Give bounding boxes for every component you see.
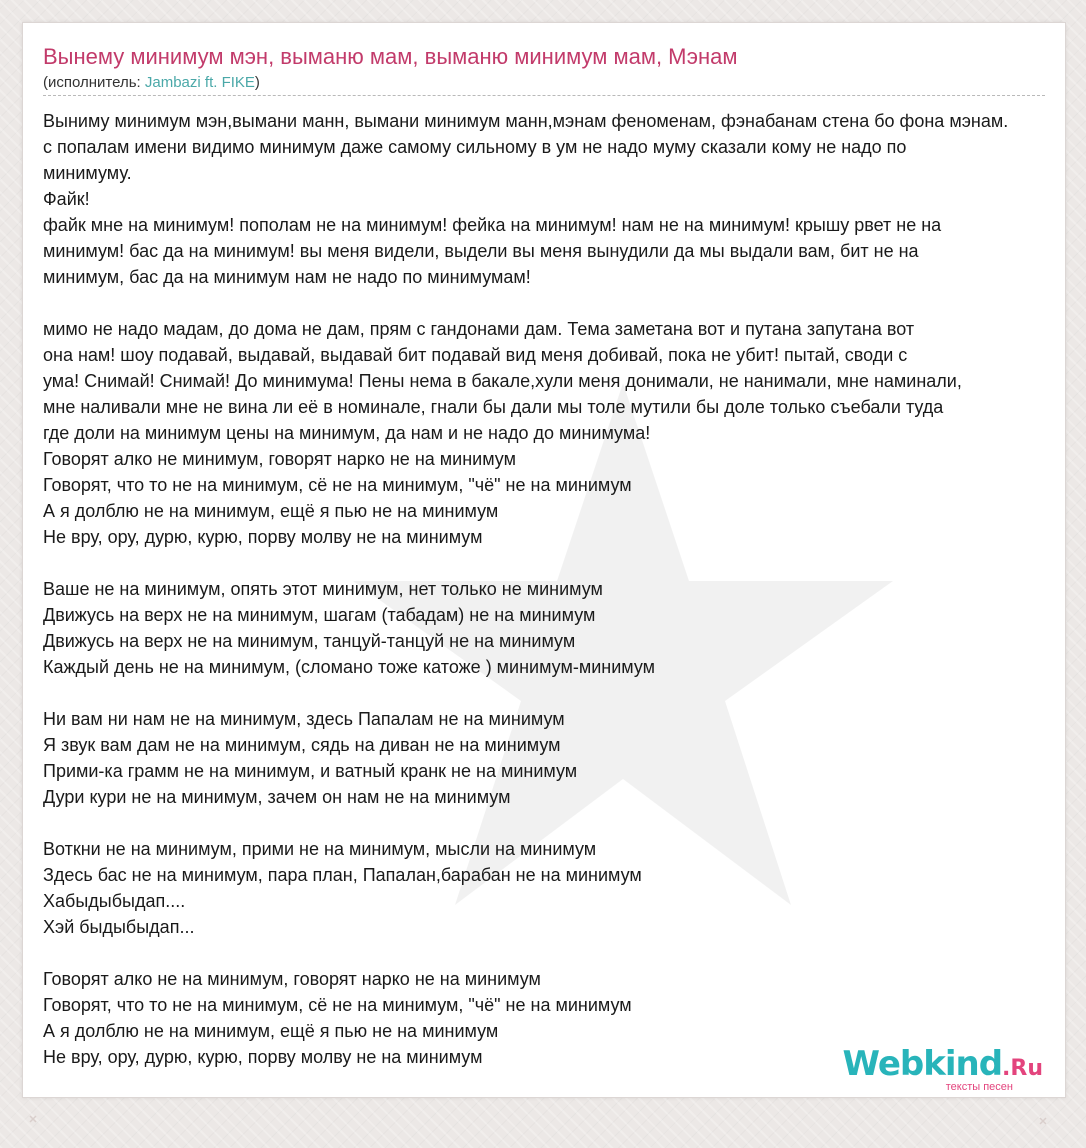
lyrics-text: Выниму минимум мэн,вымани манн, вымани минимум манн,мэнам феноменам, фэнабанам стена бо фона мэнам. с попалам имени видимо минимум даже самому сильному в ум не надо муму сказали кому не надо по минимуму. Файк! файк мне на минимум! пополам не на минимум! фейка на минимум! нам не на минимум! крышу рвет не на минимум! бас да на минимум! вы меня видели, выдели вы меня вынудили да мы выдали вам, бит не на минимум, бас да на минимум нам не надо по минимумам! мимо не надо мадам, до дома не дам, прям с гандонами дам. Тема заметана вот и путана запутана вот она нам! шоу подавай, выдавай, выдавай бит подавай вид меня добивай, пока не убит! пытай, своди с ума! Снимай! Снимай! До минимума! Пены нема в бакале,хули меня донимали, не нанимали, мне наминали, мне наливали мне не вина ли её в номинале, гнали бы дали мы толе мутили бы доле только съебали туда где доли на минимум цены на минимум, да нам и не надо до минимума! Говорят алко не минимум, говорят нарко не на минимум Говорят, что то не на минимум, сё не на минимум, "чё" не на минимум А я долблю не на минимум, ещё я пью не на минимум Не вру, ору, дурю, курю, порву молву не на минимум Ваше не на минимум, опять этот минимум, нет только не минимум Движусь на верх не на минимум, шагам (табадам) не на минимум Движусь на верх не на минимум, танцуй-танцуй не на минимум Каждый день не на минимум, (сломано тоже катоже ) минимум-минимум Ни вам ни нам не на минимум, здесь Папалам не на минимум Я звук вам дам не на минимум, сядь на диван не на минимум Прими-ка грамм не на минимум, и ватный кранк не на минимум Дури кури не на минимум, зачем он нам не на минимум Воткни не на минимум, прими не на минимум, мысли на минимум Здесь бас не на минимум, пара план, Папалан,барабан не на минимум Хабыдыбыдап.... Хэй быдыбыдап... Говорят алко не на минимум, говорят нарко не на минимум Говорят, что то не на минимум, сё не на минимум, "чё" не на минимум А я долблю не на минимум, ещё я пью не на минимум Не вру, ору, дурю, курю, порву молву не на минимум bbox=[43, 111, 1009, 1067]
bottom-decoration bbox=[0, 1104, 1086, 1148]
lyrics-card bbox=[22, 22, 1066, 1098]
logo-tagline: тексты песен bbox=[945, 1081, 1013, 1093]
artist-suffix: ) bbox=[254, 74, 260, 91]
card-content bbox=[43, 43, 1065, 1097]
artist-prefix: (исполнитель: bbox=[43, 74, 145, 91]
site-logo[interactable] bbox=[843, 1046, 1043, 1093]
artist-link[interactable]: Jambazi ft. FIKE bbox=[144, 74, 255, 91]
logo-suffix: .Ru bbox=[1002, 1056, 1043, 1081]
logo-main-text: Webkind bbox=[842, 1044, 1003, 1084]
song-title: Вынему минимум мэн, выманю мам, выманю минимум мам, Мэнам bbox=[43, 44, 738, 69]
artist-line bbox=[43, 73, 1045, 96]
